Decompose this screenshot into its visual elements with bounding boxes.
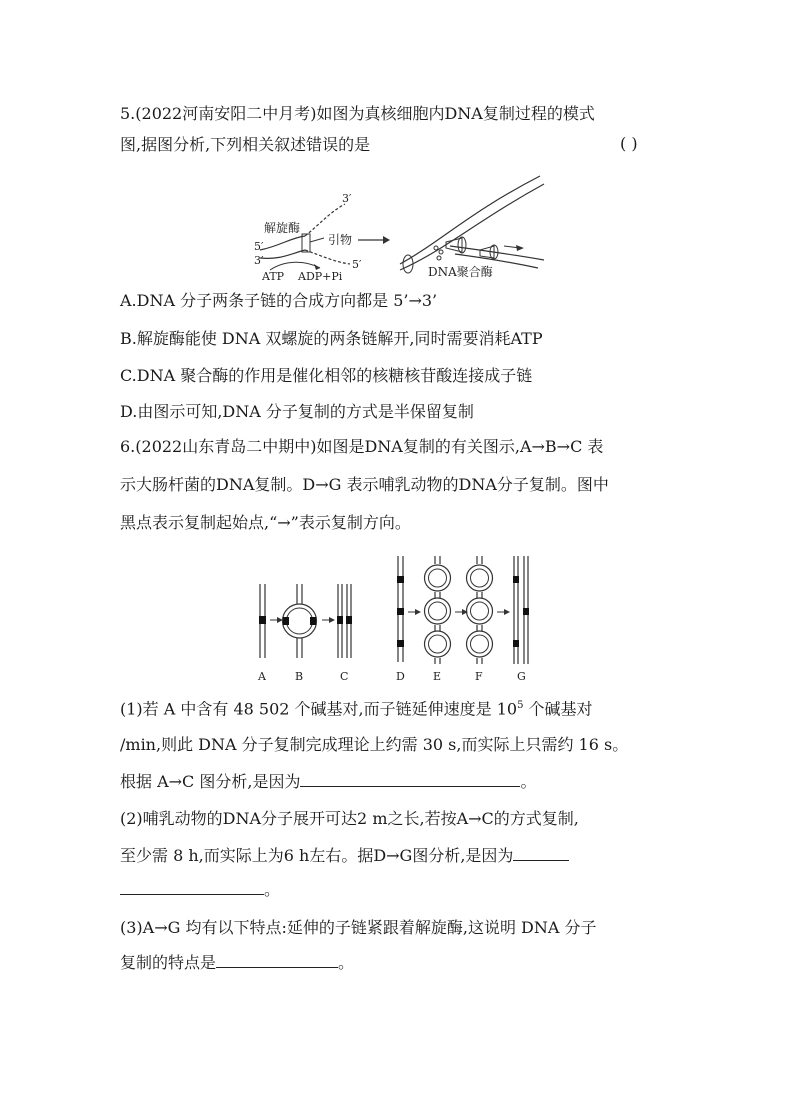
q5-option-c: C.DNA 聚合酶的作用是催化相邻的核糖核苷酸连接成子链 <box>120 366 533 385</box>
atp-label: ATP <box>262 270 285 283</box>
q6-sub1-answer-blank[interactable] <box>300 770 520 787</box>
q5-option-b: B.解旋酶能使 DNA 双螺旋的两条链解开,同时需要消耗ATP <box>120 329 543 348</box>
q6-stem-line2: 示大肠杆菌的DNA复制。D→G 表示哺乳动物的DNA分子复制。图中 <box>120 475 609 494</box>
q6-sub2-line2: 至少需 8 h,而实际上为6 h左右。据D→G图分析,是因为 <box>120 844 569 867</box>
q5-option-d: D.由图示可知,DNA 分子复制的方式是半保留复制 <box>120 402 474 421</box>
q6-sub2-answer-blank-b[interactable] <box>120 878 264 895</box>
q6-stem-line3: 黑点表示复制起始点,“→”表示复制方向。 <box>120 513 411 532</box>
q6-sub1-line3: 根据 A→C 图分析,是因为 。 <box>120 772 537 791</box>
q5-stem-line1: 5.(2022河南安阳二中月考)如图为真核细胞内DNA复制过程的模式 <box>120 104 595 123</box>
q6-sub2-line3: 。 <box>120 878 280 901</box>
panel-label-e: E <box>433 670 442 683</box>
q6-sub2-answer-blank-a[interactable] <box>513 844 569 861</box>
panel-label-c: C <box>340 670 349 683</box>
q6-sub1-line2: /min,则此 DNA 分子复制完成理论上约需 30 s,而实际上只需约 16 s。 <box>120 735 629 754</box>
q5-stem-line2: 图,据图分析,下列相关叙述错误的是 <box>120 135 371 154</box>
panel-label-b: B <box>295 670 304 683</box>
q6-sub3-line2: 复制的特点是 。 <box>120 953 355 972</box>
end-label-3a: 3′ <box>254 254 264 267</box>
q6-sub2-line1: (2)哺乳动物的DNA分子展开可达2 m之长,若按A→C的方式复制, <box>120 809 579 828</box>
primer-label: 引物 <box>328 233 353 247</box>
q6-sub1-line1: (1)若 A 中含有 48 502 个碱基对,而子链延伸速度是 $10^5$ 个碱基对 <box>120 699 593 719</box>
q6-sub3-answer-blank[interactable] <box>216 951 338 968</box>
end-label-5a: 5′ <box>254 240 264 253</box>
q6-replication-origin-figure <box>240 552 540 684</box>
polymerase-label: DNA聚合酶 <box>428 265 493 279</box>
q6-sub3-line1: (3)A→G 均有以下特点:延伸的子链紧跟着解旋酶,这说明 DNA 分子 <box>120 918 597 937</box>
helicase-label: 解旋酶 <box>264 221 301 235</box>
q5-answer-bracket: ( ) <box>620 134 638 153</box>
q5-dna-replication-figure <box>250 172 550 284</box>
end-label-5b: 5′ <box>352 258 362 271</box>
panel-label-f: F <box>475 670 483 683</box>
panel-label-g: G <box>517 670 526 683</box>
q6-stem-line1: 6.(2022山东青岛二中期中)如图是DNA复制的有关图示,A→B→C 表 <box>120 437 604 456</box>
end-label-3b: 3′ <box>342 192 352 205</box>
panel-label-a: A <box>258 670 266 683</box>
panel-label-d: D <box>396 670 405 683</box>
adp-label: ADP+Pi <box>298 270 343 283</box>
q5-option-a: A.DNA 分子两条子链的合成方向都是 5’→3’ <box>120 291 438 310</box>
